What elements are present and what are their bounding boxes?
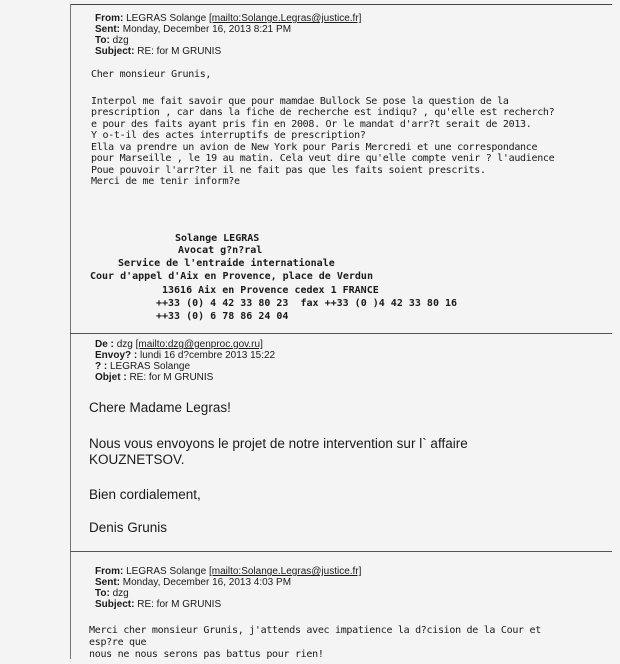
email2-greeting: Chere Madame Legras!: [89, 400, 231, 415]
email2-para-line1: Nous vous envoyons le projet de notre intervention sur l` affaire: [89, 436, 468, 451]
email1-line: prescription , car dans la fiche de recherche est indiqu? , qu'elle est recherch?: [91, 107, 555, 118]
to-label: To:: [95, 588, 110, 599]
from-name: LEGRAS Solange: [126, 566, 207, 577]
email2-objet-line: [95, 372, 213, 383]
to-label: To:: [95, 35, 110, 46]
email3-sent-line: [95, 577, 291, 588]
email1-line: e pour des faits ayant pris fin en 2008. Or le mandat d'arr?t serait de 2013.: [91, 118, 532, 130]
separator: [70, 333, 612, 334]
from-label: From:: [95, 566, 124, 577]
objet-label: Objet :: [95, 372, 127, 383]
email2-envoye-line: [95, 350, 275, 361]
email1-line: Interpol me fait savoir que pour mamdae Bullock Se pose la question de la: [91, 95, 509, 107]
email3-line: Merci cher monsieur Grunis, j'attends avec impatience la d?cision de la Cour et: [89, 625, 541, 636]
sent-value: Monday, December 16, 2013 8:21 PM: [122, 24, 292, 35]
email3-line: esp?re que: [89, 637, 147, 648]
from-name: LEGRAS Solange: [126, 13, 207, 24]
email2-a-line: [95, 361, 190, 372]
envoye-label: Envoy? :: [95, 350, 138, 361]
signature-phone-fax: ++33 (0) 4 42 33 80 23 fax ++33 (0 )4 42 33 80 16: [156, 298, 458, 309]
de-name: dzg: [116, 339, 133, 350]
signature-service: Service de l'entraide internationale: [118, 258, 335, 269]
sent-label: Sent:: [95, 24, 120, 35]
sent-value: Monday, December 16, 2013 4:03 PM: [122, 577, 292, 588]
left-border: [70, 4, 71, 659]
objet-value: RE: for M GRUNIS: [129, 372, 214, 383]
sent-label: Sent:: [95, 577, 120, 588]
a-value: LEGRAS Solange: [110, 361, 191, 372]
email3-subject-line: [95, 599, 221, 610]
email2-signoff: Denis Grunis: [89, 520, 168, 535]
top-border: [70, 4, 612, 5]
de-label: De :: [95, 339, 114, 350]
email1-line: Merci de me tenir inform?e: [91, 176, 240, 187]
email3-from-line: [95, 566, 361, 577]
email1-line: Ella va prendre un avion de New York pour Paris Mercredi et une correspondance: [91, 141, 538, 153]
subject-label: Subject:: [95, 599, 135, 610]
email1-subject-line: [95, 46, 221, 57]
subject-value: RE: for M GRUNIS: [137, 46, 222, 57]
email2-para-line2: KOUZNETSOV.: [89, 452, 185, 467]
email1-sent-line: [95, 24, 291, 35]
email3-line: nous ne nous serons pas battus pour rien!: [89, 649, 324, 660]
email1-body: [91, 69, 611, 188]
email3-to-line: [95, 588, 129, 599]
de-email-link[interactable]: [mailto:dzg@genproc.gov.ru]: [135, 339, 263, 350]
to-value: dzg: [112, 588, 129, 599]
from-email-link[interactable]: [mailto:Solange.Legras@justice.fr]: [208, 13, 362, 24]
signature-name: Solange LEGRAS: [175, 233, 260, 244]
email1-greeting: Cher monsieur Grunis,: [91, 69, 212, 80]
signature-mobile: ++33 (0) 6 78 86 24 04: [156, 311, 289, 322]
from-label: From:: [95, 13, 124, 24]
signature-title: Avocat g?n?ral: [178, 245, 263, 256]
subject-label: Subject:: [95, 46, 135, 57]
email1-line: Y o-t-il des actes interruptifs de prescription?: [91, 130, 366, 141]
signature-address: 13616 Aix en Provence cedex 1 FRANCE: [162, 285, 379, 296]
email1-line: pour Marseille , le 19 au matin. Cela veut dire qu'elle compte venir ? l'audience: [91, 153, 555, 164]
a-label: ? :: [95, 361, 108, 372]
email1-to-line: [95, 35, 129, 46]
email1-line: Poue pouvoir l'arr?ter il ne fait pas que les faits soient prescrits.: [91, 164, 486, 176]
email3-body: [89, 625, 609, 661]
email2-closing: Bien cordialement,: [89, 487, 201, 502]
signature-court: Cour d'appel d'Aix en Provence, place de Verdun: [90, 271, 373, 282]
separator: [70, 551, 612, 552]
to-value: dzg: [112, 35, 129, 46]
from-email-link[interactable]: [mailto:Solange.Legras@justice.fr]: [208, 566, 362, 577]
email2-de-line: [95, 339, 263, 350]
envoye-value: lundi 16 d?cembre 2013 15:22: [140, 350, 276, 361]
subject-value: RE: for M GRUNIS: [137, 599, 222, 610]
email1-from-line: [95, 13, 361, 24]
